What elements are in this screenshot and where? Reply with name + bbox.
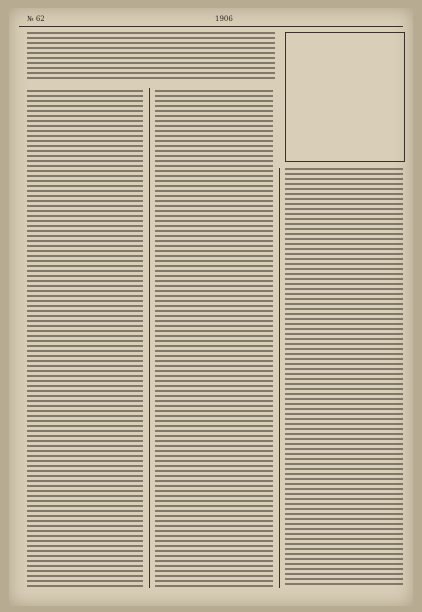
top-headline-area (27, 32, 275, 80)
text-column (27, 90, 143, 590)
text-column (285, 168, 403, 588)
dateline (19, 14, 403, 27)
masthead-area (285, 32, 405, 162)
text-column (155, 90, 273, 590)
column-rule (279, 168, 280, 588)
issue-number: № 62 (27, 15, 45, 23)
issue-year: 1906 (215, 15, 233, 23)
column-rule (149, 88, 150, 588)
newspaper-page (9, 8, 413, 606)
